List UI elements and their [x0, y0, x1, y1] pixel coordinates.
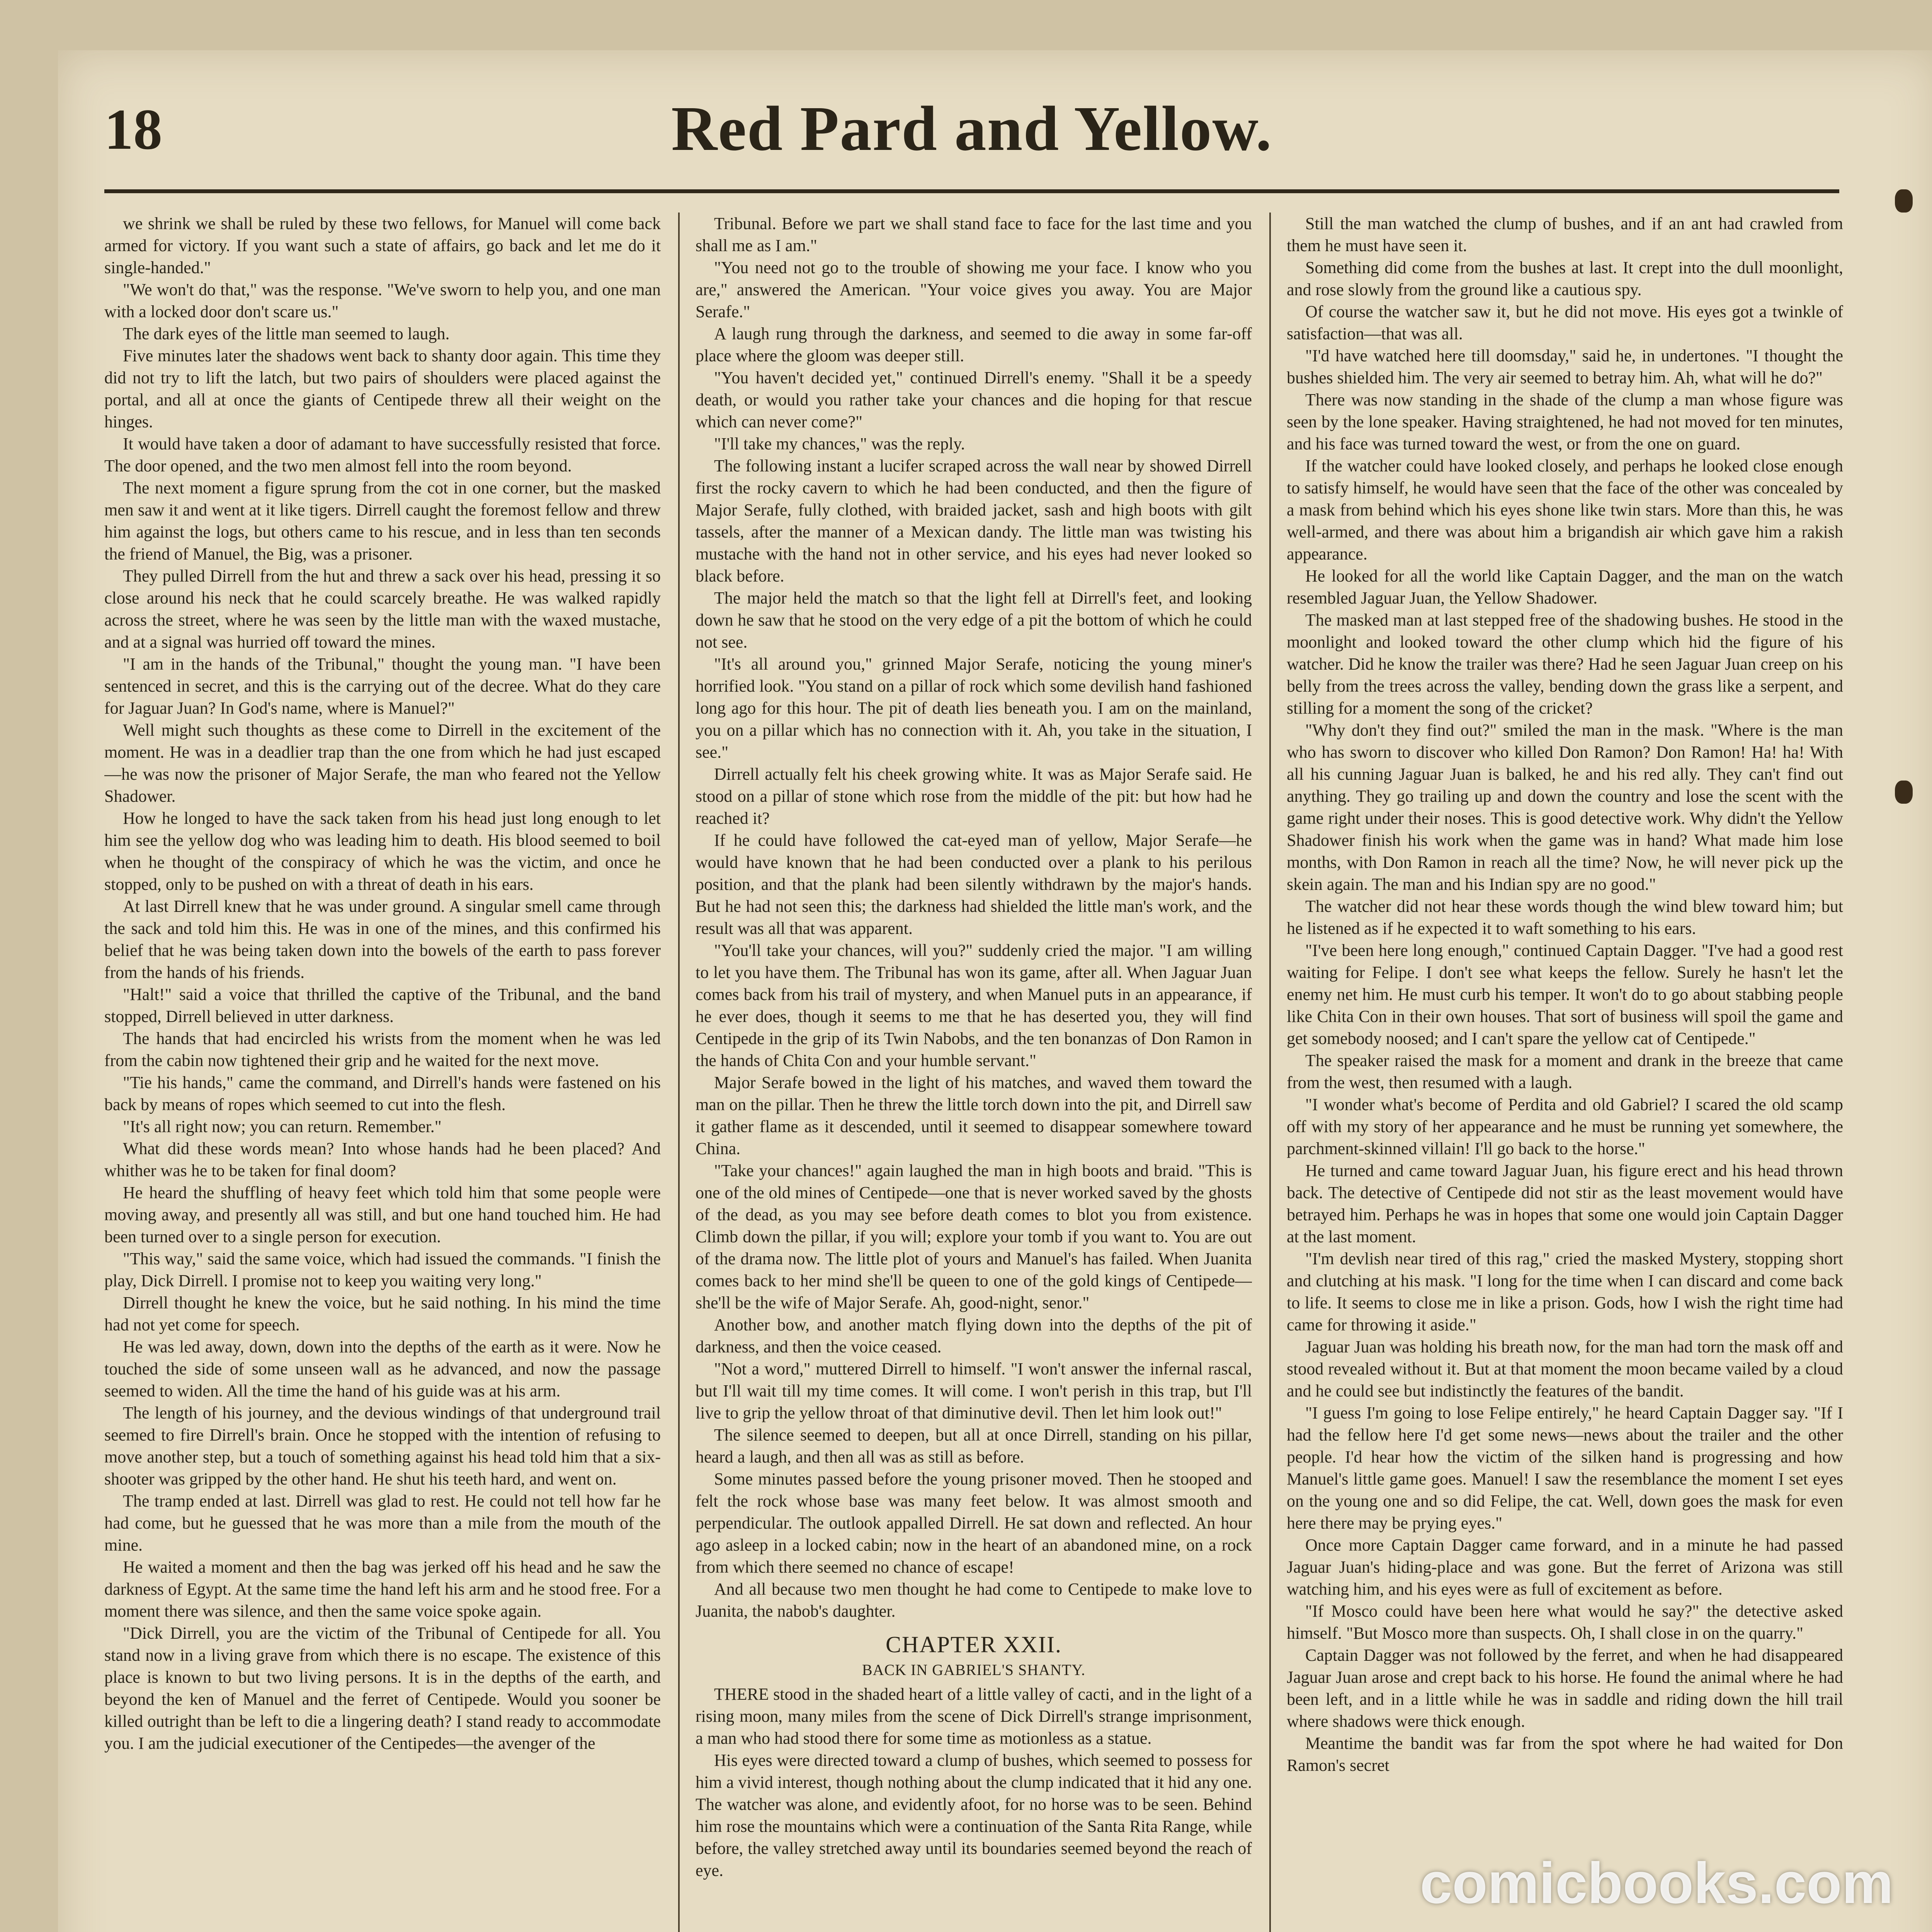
paragraph: Meantime the bandit was far from the spot where he had waited for Don Ramon's secret: [1287, 1734, 1843, 1775]
paragraph: The hands that had encircled his wrists from the moment when he was led from the cabin now tightened their grip and he waited for the next move.: [104, 1029, 661, 1070]
paragraph: The watcher did not hear these words though the wind blew toward him; but he listened as if he expected it to waft something to his ears.: [1287, 897, 1843, 938]
page-number: 18: [104, 97, 162, 162]
paragraph: Still the man watched the clump of bushes, and if an ant had crawled from them he must have seen it.: [1287, 214, 1843, 255]
paragraph: He looked for all the world like Captain Dagger, and the man on the watch resembled Jaguar Juan, the Yellow Shadower.: [1287, 566, 1843, 607]
column-1: [104, 213, 661, 1932]
column-1-body: [104, 213, 661, 1754]
paragraph: If the watcher could have looked closely, and perhaps he looked close enough to satisfy himself, he would have seen that the face of the other was concealed by a mask from behind which his eyes shone like twin stars. More than this, he was well-armed, and there was about him a brigandish air which gave him a rakish appearance.: [1287, 456, 1843, 563]
column-rule: [678, 213, 680, 1932]
paragraph: He turned and came toward Jaguar Juan, his figure erect and his head thrown back. The detective of Centipede did not stir as the least movement would have betrayed him. Perhaps he was in hopes that some one would join Captain Dagger at the last moment.: [1287, 1161, 1843, 1246]
paragraph: The silence seemed to deepen, but all at once Dirrell, standing on his pillar, heard a laugh, and then all was as still as before.: [696, 1425, 1252, 1466]
paragraph: "You need not go to the trouble of showing me your face. I know who you are," answered the American. "Your voice gives you away. You are Major Serafe.": [696, 258, 1252, 321]
paragraph: Another bow, and another match flying down into the depths of the pit of darkness, and then the voice ceased.: [696, 1315, 1252, 1356]
paragraph: we shrink we shall be ruled by these two fellows, for Manuel will come back armed for victory. If you want such a state of affairs, go back and let me do it single-handed.": [104, 214, 661, 277]
paragraph: Dirrell actually felt his cheek growing white. It was as Major Serafe said. He stood on a pillar of stone which rose from the middle of the pit: but how had he reached it?: [696, 765, 1252, 828]
paragraph: Five minutes later the shadows went back to shanty door again. This time they did not try to lift the latch, but two pairs of shoulders were placed against the portal, and all at once the giants of Centipede threw all their weight on the hinges.: [104, 346, 661, 431]
chapter-heading: CHAPTER XXII.: [886, 1632, 1062, 1657]
paragraph: A laugh rung through the darkness, and seemed to die away in some far-off place where the gloom was deeper still.: [696, 324, 1252, 365]
paragraph: "I'd have watched here till doomsday," said he, in undertones. "I thought the bushes shielded him. The very air seemed to betray him. Ah, what will he do?": [1287, 346, 1843, 387]
column-2-body-after: [696, 1683, 1252, 1881]
paragraph: Something did come from the bushes at last. It crept into the dull moonlight, and rose slowly from the ground like a cautious spy.: [1287, 258, 1843, 299]
paragraph: The masked man at last stepped free of the shadowing bushes. He stood in the moonlight and looked toward the other clump which hid the figure of his watcher. Did he know the trailer was there? Had he seen Jaguar Juan creep on his belly from the trees across the valley, bending down the grass like a serpent, and stilling for a moment the song of the cricket?: [1287, 611, 1843, 718]
page-header: [104, 85, 1839, 193]
paragraph: Captain Dagger was not followed by the ferret, and when he had disappeared Jaguar Juan arose and crept back to his horse. He found the animal where he had been left, and in a little while he was in saddle and riding down the hill trail where shadows were thick enough.: [1287, 1646, 1843, 1731]
paragraph: The following instant a lucifer scraped across the wall near by showed Dirrell first the rocky cavern to which he had been conducted, and then the figure of Major Serafe, fully clothed, with braided jacket, sash and high boots with gilt tassels, after the manner of a Mexican dandy. The little man was twisting his mustache with the hand not in other service, and his eyes had never looked so black before.: [696, 456, 1252, 585]
newspaper-page: [58, 50, 1932, 1932]
paragraph: The length of his journey, and the devious windings of that underground trail seemed to fire Dirrell's brain. Once he stopped with the intention of refusing to move another step, but a touch of something against his head told him that a six-shooter was gripped by the other hand. He shut his teeth hard, and went on.: [104, 1403, 661, 1488]
paragraph: If he could have followed the cat-eyed man of yellow, Major Serafe—he would have known that he had been conducted over a plank to his perilous position, and that the plank had been silently withdrawn by the major's hands. But he had not seen this; the darkness had shielded the little man's work, and the result was all that was apparent.: [696, 831, 1252, 938]
column-rule: [1269, 213, 1271, 1932]
paragraph: Dirrell thought he knew the voice, but he said nothing. In his mind the time had not yet come for speech.: [104, 1293, 661, 1334]
text-columns: [104, 213, 1843, 1932]
paragraph: The next moment a figure sprung from the cot in one corner, but the masked men saw it and went at it like tigers. Dirrell caught the foremost fellow and threw him against the logs, but others came to his rescue, and in less than ten seconds the friend of Manuel, the Big, was a prisoner.: [104, 478, 661, 563]
paragraph: "I guess I'm going to lose Felipe entirely," he heard Captain Dagger say. "If I had the fellow here I'd get some news—news about the trailer and the other people. I'd hear how the victim of the silken hand is progressing and how Manuel's little game goes. Manuel! I saw the resemblance the moment I set eyes on the young one and so did Felipe, the cat. Well, down goes the mask for even here there may be prying eyes.": [1287, 1403, 1843, 1532]
paragraph: "Take your chances!" again laughed the man in high boots and braid. "This is one of the old mines of Centipede—one that is never worked saved by the ghosts of the dead, as you may see before death comes to blot you from existence. Climb down the pillar, if you will; explore your tomb if you want to. You are out of the drama now. The little plot of yours and Manuel's has failed. When Juanita comes back to her mind she'll be queen to one of the gold kings of Centipede—she'll be the wife of Major Serafe. Ah, good-night, senor.": [696, 1161, 1252, 1312]
paragraph: He was led away, down, down into the depths of the earth as it were. Now he touched the side of some unseen wall as he advanced, and now the passage seemed to widen. All the time the hand of his guide was at his arm.: [104, 1337, 661, 1400]
column-2: [696, 213, 1252, 1932]
paragraph: Of course the watcher saw it, but he did not move. His eyes got a twinkle of satisfaction—that was all.: [1287, 302, 1843, 343]
paragraph: The speaker raised the mask for a moment and drank in the breeze that came from the west, then resumed with a laugh.: [1287, 1051, 1843, 1092]
paragraph: He heard the shuffling of heavy feet which told him that some people were moving away, and presently all was still, and but one hand touched him. He had been turned over to a single person for execution.: [104, 1183, 661, 1246]
paragraph: Well might such thoughts as these come to Dirrell in the excitement of the moment. He was in a deadlier trap than the one from which he had just escaped—he was now the prisoner of Major Serafe, the man who feared not the Yellow Shadower.: [104, 721, 661, 806]
paragraph: "I wonder what's become of Perdita and old Gabriel? I scared the old scamp off with my story of her appearance and he must be running yet somewhere, the parchment-skinned villain! I'll go back to the horse.": [1287, 1095, 1843, 1158]
paragraph: The tramp ended at last. Dirrell was glad to rest. He could not tell how far he had come, but he guessed that he was more than a mile from the mouth of the mine.: [104, 1492, 661, 1554]
paragraph: There was now standing in the shade of the clump a man whose figure was seen by the lone speaker. Having straightened, he had not moved for ten minutes, and his face was turned toward the west, or from the one on guard.: [1287, 390, 1843, 453]
paragraph: His eyes were directed toward a clump of bushes, which seemed to possess for him a vivid interest, though nothing about the clump indicated that it hid any one. The watcher was alone, and evidently afoot, for no horse was to be seen. Behind him rose the mountains which were a continuation of the Santa Rita Range, while before, the valley stretched away until its boundaries seemed beyond the reach of eye.: [696, 1751, 1252, 1880]
chapter-subheading: BACK IN GABRIEL'S SHANTY.: [862, 1661, 1086, 1679]
paragraph: "It's all right now; you can return. Remember.": [123, 1117, 442, 1136]
paragraph: "Tie his hands," came the command, and Dirrell's hands were fastened on his back by means of ropes which seemed to cut into the flesh.: [104, 1073, 661, 1114]
paragraph: It would have taken a door of adamant to have successfully resisted that force. The door opened, and the two men almost fell into the room beyond.: [104, 434, 661, 475]
paragraph: At last Dirrell knew that he was under ground. A singular smell came through the sack and told him this. He was in one of the mines, and this confirmed his belief that he was being taken down into the bowels of the earth to pass forever from the hands of his friends.: [104, 897, 661, 982]
paragraph: "If Mosco could have been here what would he say?" the detective asked himself. "But Mosco more than suspects. Oh, I shall close in on the quarry.": [1287, 1602, 1843, 1643]
paragraph: "I'll take my chances," was the reply.: [714, 434, 965, 453]
paragraph: "This way," said the same voice, which had issued the commands. "I finish the play, Dick Dirrell. I promise not to keep you waiting very long.": [104, 1249, 661, 1290]
site-watermark: comicbooks.com: [1420, 1850, 1893, 1915]
paragraph: The major held the match so that the light fell at Dirrell's feet, and looking down he saw that he stood on the very edge of a pit the bottom of which he could not see.: [696, 588, 1252, 651]
paragraph: Some minutes passed before the young prisoner moved. Then he stooped and felt the rock whose base was many feet below. It was almost smooth and perpendicular. The outlook appalled Dirrell. He sat down and reflected. An hour ago asleep in a locked cabin; now in the heart of an abandoned mine, on a rock from which there seemed no chance of escape!: [696, 1469, 1252, 1577]
paragraph: "I'm devlish near tired of this rag," cried the masked Mystery, stopping short and clutching at his mask. "I long for the time when I can discard and come back to life. It seems to close me in like a prison. Gods, how I wish the right time had came for throwing it aside.": [1287, 1249, 1843, 1334]
paragraph: How he longed to have the sack taken from his head just long enough to let him see the yellow dog who was leading him to death. His blood seemed to boil when he thought of the conspiracy of which he was the victim, and once he stopped, only to be pushed on with a threat of death in his ears.: [104, 809, 661, 894]
paragraph: The dark eyes of the little man seemed to laugh.: [123, 324, 450, 343]
column-2-body: [696, 213, 1252, 1622]
paragraph: He waited a moment and then the bag was jerked off his head and he saw the darkness of Egypt. At the same time the hand left his arm and he stood free. For a moment there was silence, and then the same voice spoke again.: [104, 1558, 661, 1621]
column-3: [1287, 213, 1843, 1932]
running-title: Red Pard and Yellow.: [671, 93, 1272, 164]
binding-hole: [1895, 781, 1913, 804]
paragraph: They pulled Dirrell from the hut and threw a sack over his head, pressing it so close around his neck that he could scarcely breathe. He was walked rapidly across the street, where he was seen by the little man with the waxed mustache, and at a signal was hurried off toward the mines.: [104, 566, 661, 651]
paragraph: "It's all around you," grinned Major Serafe, noticing the young miner's horrified look. "You stand on a pillar of rock which some devilish hand fashioned long ago for this hour. The pit of death lies beneath you. I am on the mainland, you on a pillar which has no connection with it. Ah, you take in the situation, I see.": [696, 655, 1252, 762]
paragraph: "Halt!" said a voice that thrilled the captive of the Tribunal, and the band stopped, Dirrell believed in utter darkness.: [104, 985, 661, 1026]
paragraph: "I've been here long enough," continued Captain Dagger. "I've had a good rest waiting for Felipe. I don't see what keeps the fellow. Surely he hasn't let the enemy net him. He must curb his temper. It won't do to go about stabbing people like Chita Con in their own houses. That sort of business will spoil the game and get somebody noosed; and I can't spare the yellow cat of Centipede.": [1287, 941, 1843, 1048]
paragraph: Major Serafe bowed in the light of his matches, and waved them toward the man on the pillar. Then he threw the little torch down into the pit, and Dirrell saw it gather flame as it descended, until it seemed to disappear somewhere toward China.: [696, 1073, 1252, 1158]
paragraph: THERE stood in the shaded heart of a little valley of cacti, and in the light of a rising moon, many miles from the scene of Dick Dirrell's strange imprisonment, a man who had stood there for some time as motionless as a statue.: [696, 1685, 1252, 1748]
paragraph: And all because two men thought he had come to Centipede to make love to Juanita, the nabob's daughter.: [696, 1580, 1252, 1621]
paragraph: Tribunal. Before we part we shall stand face to face for the last time and you shall me as I am.": [696, 214, 1252, 255]
paragraph: Once more Captain Dagger came forward, and in a minute he had passed Jaguar Juan's hiding-place and was gone. But the ferret of Arizona was still watching him, and his eyes were as full of excitement as before.: [1287, 1536, 1843, 1599]
paragraph: "You haven't decided yet," continued Dirrell's enemy. "Shall it be a speedy death, or would you rather take your chances and die hoping for that rescue which can never come?": [696, 368, 1252, 431]
column-3-body: [1287, 213, 1843, 1776]
paragraph: Jaguar Juan was holding his breath now, for the man had torn the mask off and stood revealed without it. But at that moment the moon became vailed by a cloud and he could see but indistinctly the features of the bandit.: [1287, 1337, 1843, 1400]
paragraph: "I am in the hands of the Tribunal," thought the young man. "I have been sentenced in secret, and this is the carrying out of the decree. What do they care for Jaguar Juan? In God's name, where is Manuel?": [104, 655, 661, 718]
paragraph: "You'll take your chances, will you?" suddenly cried the major. "I am willing to let you have them. The Tribunal has won its game, after all. When Jaguar Juan comes back from his trail of mystery, and when Manuel puts in an appearance, if he ever does, though it seems to me that he has deserted you, they will find Centipede in the grip of its Twin Nabobs, and the ten bonanzas of Don Ramon in the hands of Chita Con and your humble servant.": [696, 941, 1252, 1070]
paragraph: "We won't do that," was the response. "We've sworn to help you, and one man with a locked door don't scare us.": [104, 280, 661, 321]
paragraph: "Dick Dirrell, you are the victim of the Tribunal of Centipede for all. You stand now in a living grave from which there is no escape. The existence of this place is known to but two living persons. It is in the depths of the earth, and beyond the ken of Manuel and the ferret of Centipede. Would you sooner be killed outright than be left to die a lingering death? I stand ready to accommodate you. I am the judicial executioner of the Centipedes—the avenger of the: [104, 1624, 661, 1753]
paragraph: "Why don't they find out?" smiled the man in the mask. "Where is the man who has sworn to discover who killed Don Ramon? Don Ramon! Ha! ha! With all his cunning Jaguar Juan is balked, he and his red ally. They can't find out anything. They go trailing up and down the country and lose the scent with the game right under their noses. This is good detective work. Why didn't the Yellow Shadower finish his work when the game was in hand? What made him lose months, with Don Ramon in reach all the time? Now, he will never pick up the skein again. The man and his Indian spy are no good.": [1287, 721, 1843, 894]
binding-hole: [1895, 189, 1913, 213]
paragraph: What did these words mean? Into whose hands had he been placed? And whither was he to be taken for final doom?: [104, 1139, 661, 1180]
paragraph: "Not a word," muttered Dirrell to himself. "I won't answer the infernal rascal, but I'll wait till my time comes. It will come. I won't perish in this trap, but I'll live to grip the yellow throat of that diminutive devil. Then let him look out!": [696, 1359, 1252, 1422]
